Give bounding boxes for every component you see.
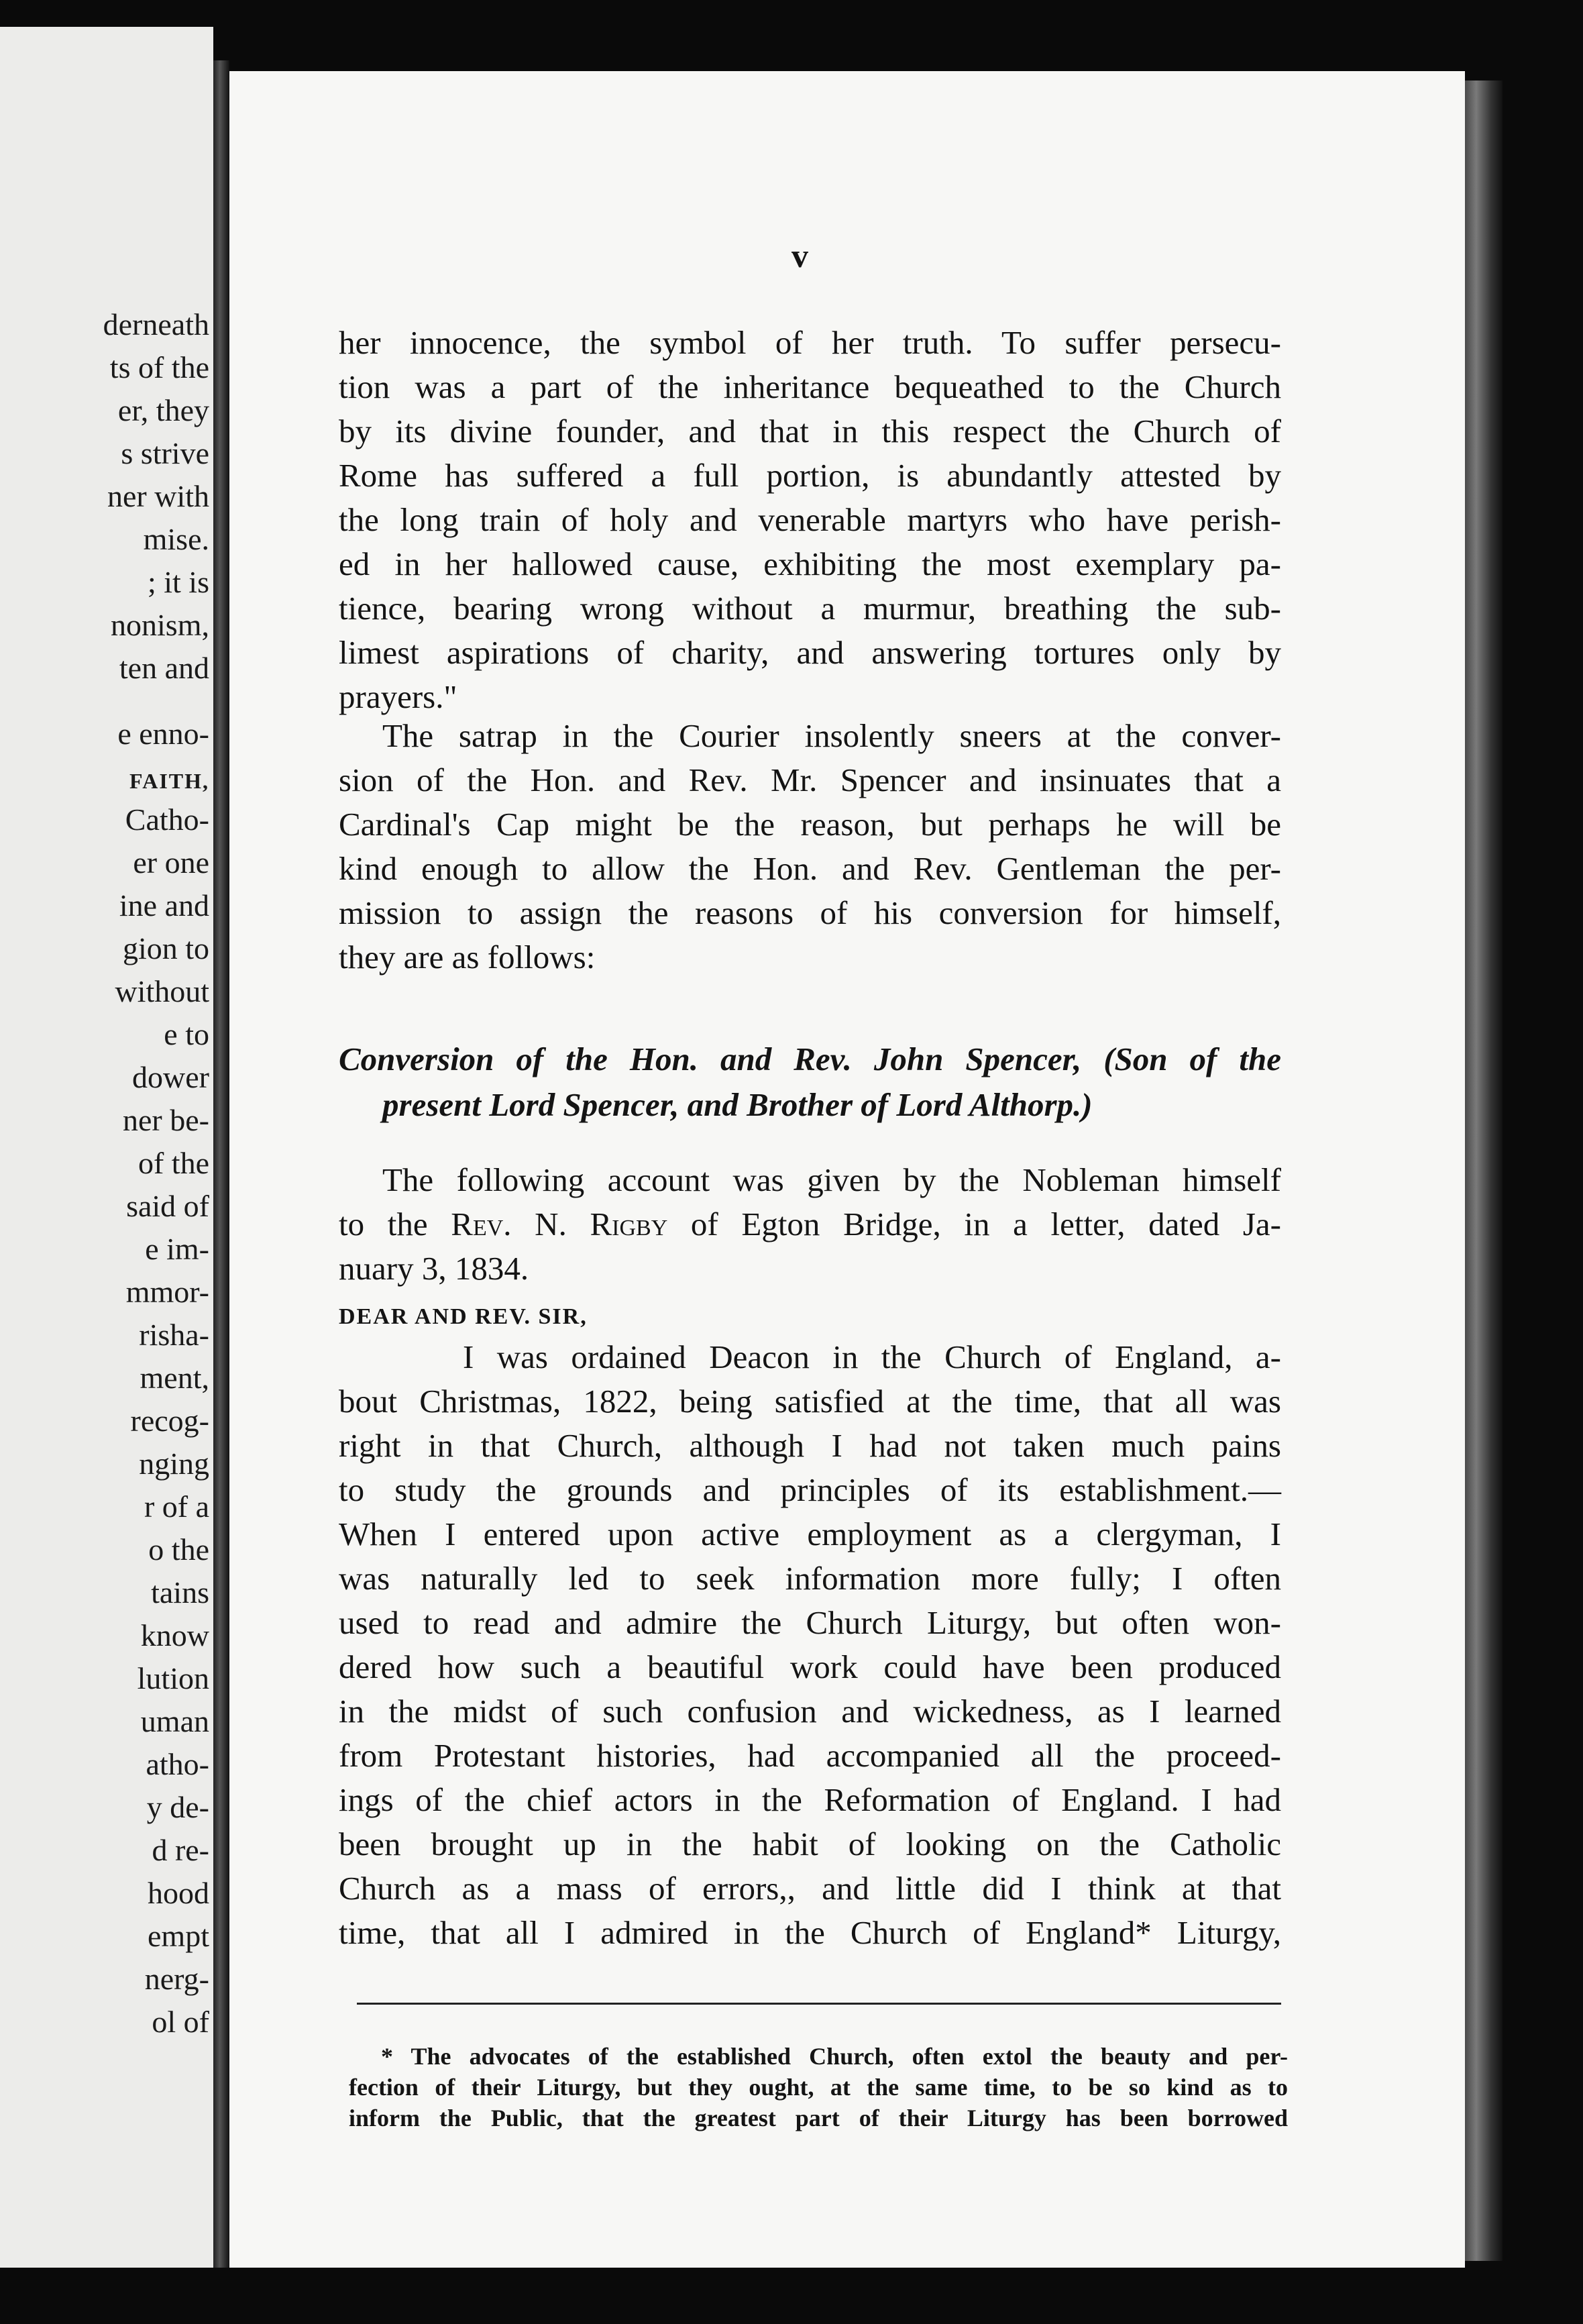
text-line: was naturally led to seek information more fully; I often [339,1560,1281,1597]
left-line: ol of [152,2005,209,2039]
text-line: Cardinal's Cap might be the reason, but perhaps he will be [339,806,1281,843]
left-line: ine and [119,888,209,922]
text-line: tion was a part of the inheritance bequeathed to the Church [339,368,1281,405]
text-line: dered how such a beautiful work could have been produced [339,1648,1281,1685]
left-line: r of a [144,1489,209,1524]
text-line: The following account was given by the Nobleman himself [382,1161,1281,1198]
left-line: gion to [122,931,209,965]
left-line: FAITH, [129,769,209,793]
text-line: the long train of holy and venerable martyrs who have perish- [339,501,1281,538]
text-line: from Protestant histories, had accompanied all the proceed- [339,1737,1281,1774]
text-line: by its divine founder, and that in this respect the Church of [339,413,1281,450]
left-line: tains [151,1575,209,1609]
text-line: right in that Church, although I had not taken much pains [339,1427,1281,1464]
left-line: e enno- [117,717,209,751]
text-line: I was ordained Deacon in the Church of England, a- [463,1338,1281,1375]
text-line: tience, bearing wrong without a murmur, breathing the sub- [339,590,1281,627]
left-line: empt [148,1919,209,1953]
text-line: ed in her hallowed cause, exhibiting the most exemplary pa- [339,545,1281,582]
left-line: e to [164,1017,209,1051]
left-line: hood [148,1876,209,1910]
left-line: mise. [143,522,209,556]
left-line: ts of the [109,350,209,384]
left-line: nerg- [144,1962,209,1996]
text-line: nuary 3, 1834. [339,1250,529,1287]
name-small-caps: Rev. N. Rigby [451,1206,668,1243]
left-line: risha- [139,1318,209,1352]
left-line: d re- [152,1833,209,1867]
left-line: uman [140,1704,209,1738]
text-run: to the [339,1206,451,1243]
left-line: said of [126,1189,209,1223]
text-line: Rome has suffered a full portion, is abundantly attested by [339,457,1281,494]
text-line: her innocence, the symbol of her truth. To suffer persecu- [339,324,1281,361]
text-line [339,1202,1281,1247]
text-line: in the midst of such confusion and wickedness, as I learned [339,1693,1281,1730]
left-line: ment, [140,1361,209,1395]
left-line: Catho- [125,802,209,837]
left-line: er, they [117,393,209,427]
footnote-line: inform the Public, that the greatest part of their Liturgy has been borrowed [349,2105,1288,2131]
text-line: When I entered upon active employment as a clergyman, I [339,1516,1281,1552]
page-number: v [791,237,808,274]
left-line: derneath [103,307,209,341]
left-line: lution [137,1661,209,1695]
text-line: been brought up in the habit of looking on the Catholic [339,1826,1281,1862]
left-line: nging [139,1446,209,1481]
text-line: used to read and admire the Church Liturgy, but often won- [339,1604,1281,1641]
text-line: kind enough to allow the Hon. and Rev. Gentleman the per- [339,850,1281,887]
salutation: DEAR AND REV. SIR, [339,1304,588,1329]
footnote-rule [357,2003,1281,2005]
left-line: ; it is [147,565,209,599]
text-line: limest aspirations of charity, and answering tortures only by [339,634,1281,671]
text-line: mission to assign the reasons of his conversion for himself, [339,894,1281,931]
text-line: prayers." [339,678,457,715]
left-line: nonism, [111,608,209,642]
text-line: sion of the Hon. and Rev. Mr. Spencer and insinuates that a [339,761,1281,798]
text-run: of Egton Bridge, in a letter, dated Ja- [667,1206,1281,1243]
text-line: The satrap in the Courier insolently sneers at the conver- [382,717,1281,754]
left-line: atho- [146,1747,209,1781]
left-line: y de- [146,1790,209,1824]
left-line: s strive [121,436,209,470]
section-title: present Lord Spencer, and Brother of Lord Althorp.) [382,1086,1093,1123]
text-line: ings of the chief actors in the Reformation of England. I had [339,1781,1281,1818]
left-line: ner with [107,479,209,513]
text-line: Church as a mass of errors,, and little did I think at that [339,1870,1281,1907]
footnote-line: fection of their Liturgy, but they ought, at the same time, to be so kind as to [349,2074,1288,2101]
left-line: ten and [119,651,209,685]
left-line: of the [138,1146,209,1180]
text-line: to study the grounds and principles of its establishment.— [339,1471,1281,1508]
left-line: mmor- [125,1275,209,1309]
left-line: know [140,1618,209,1652]
left-line: without [115,974,209,1008]
left-line: dower [132,1060,209,1094]
text-line: bout Christmas, 1822, being satisfied at the time, that all was [339,1383,1281,1420]
left-line: er one [133,845,209,880]
left-line: o the [148,1532,209,1567]
left-line: e im- [145,1232,209,1266]
text-line: they are as follows: [339,939,596,975]
left-line: ner be- [123,1103,209,1137]
text-line: time, that all I admired in the Church of England* Liturgy, [339,1914,1281,1951]
section-title: Conversion of the Hon. and Rev. John Spencer, (Son of the [339,1041,1281,1077]
footnote-line: * The advocates of the established Church, often extol the beauty and per- [381,2043,1288,2070]
left-line: recog- [130,1404,209,1438]
